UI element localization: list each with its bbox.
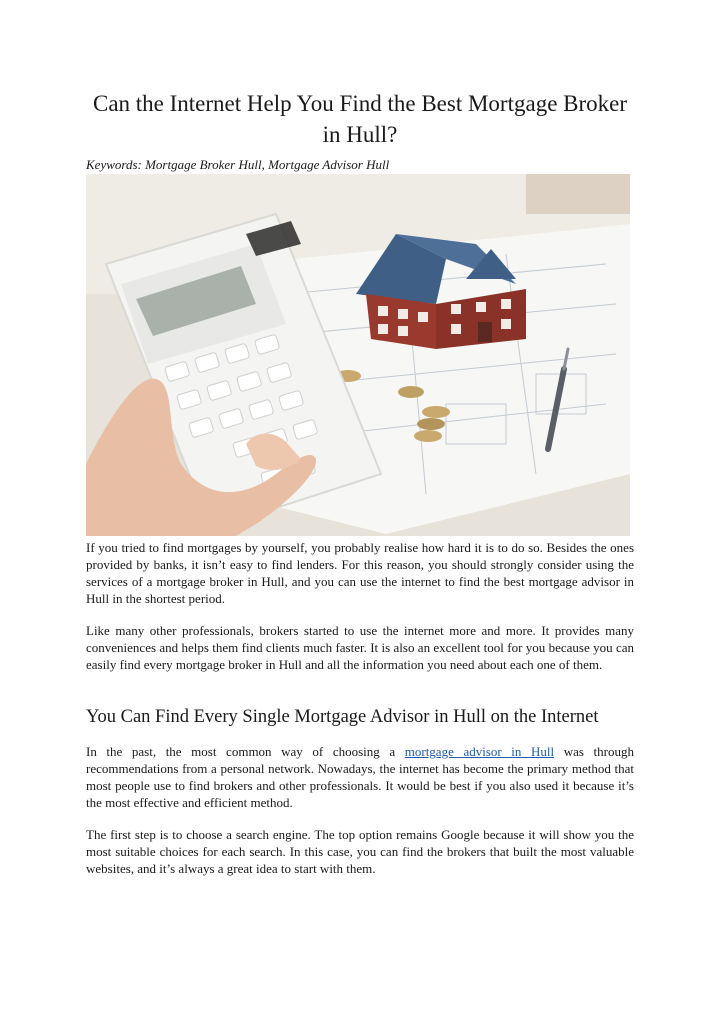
calculator-house-photo <box>86 174 630 536</box>
section-heading: You Can Find Every Single Mortgage Advisor in Hull on the Internet <box>86 707 599 727</box>
page-title: Can the Internet Help You Find the Best Mortgage Broker in Hull? <box>92 91 628 147</box>
recommendations-paragraph <box>86 743 634 811</box>
keywords-line: Keywords: Mortgage Broker Hull, Mortgage Advisor Hull <box>86 157 390 172</box>
paragraph-text-after-link: was through recommendations from a personal network. Nowadays, the internet has become the primary method that most people use to find brokers and other professionals. It would be best if you also used it because it’s the most effective and efficient method. <box>86 744 634 810</box>
search-engine-paragraph: The first step is to choose a search engine. The top option remains Google because it will show you the most suitable choices for each search. In this case, you can find the brokers that built the most valuable websites, and it’s always a great idea to start with them. <box>86 827 634 876</box>
paragraph-text-before-link: In the past, the most common way of choosing a <box>86 744 405 759</box>
intro-paragraph: If you tried to find mortgages by yourself, you probably realise how hard it is to do so. Besides the ones provided by banks, it isn’t easy to find lenders. For this reason, you should strongly consider using the services of a mortgage broker in Hull, and you can use the internet to find the best mortgage advisor in Hull in the shortest period. <box>86 540 634 606</box>
mortgage-advisor-link[interactable]: mortgage advisor in Hull <box>404 744 555 759</box>
brokers-online-paragraph: Like many other professionals, brokers started to use the internet more and more. It provides many conveniences and helps them find clients much faster. It is also an excellent tool for you because you can easily find every mortgage broker in Hull and all the information you need about each one of them. <box>86 623 634 672</box>
